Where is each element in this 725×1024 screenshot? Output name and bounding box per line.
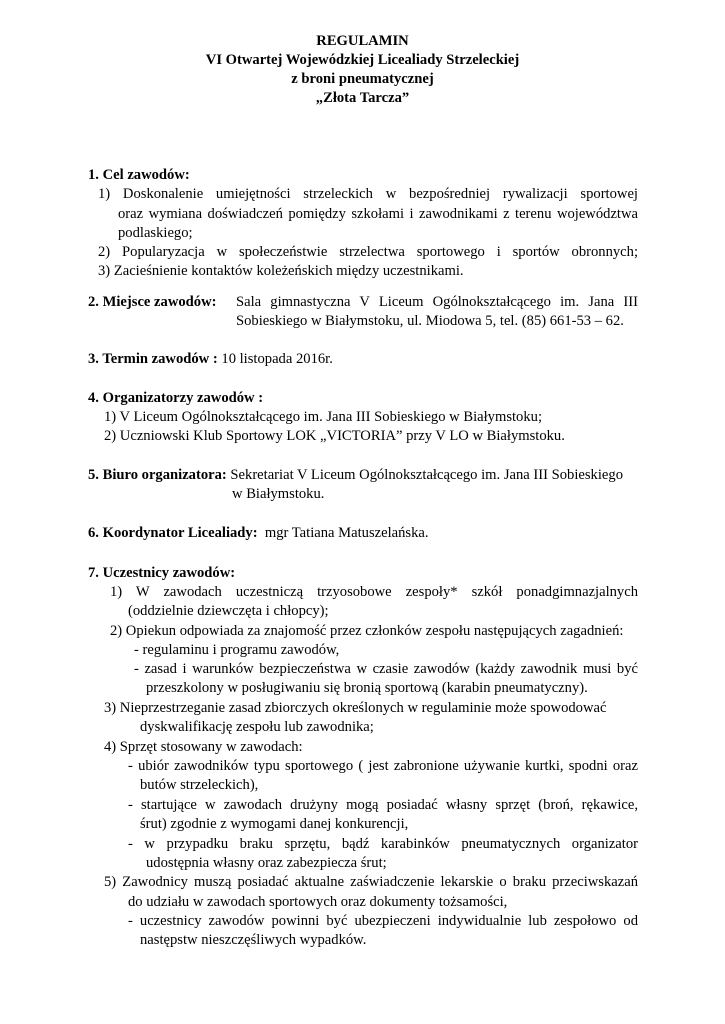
- section-2-heading: 2. Miejsce zawodów:: [88, 294, 217, 310]
- section-1-item-1-cont: oraz wymiana doświadczeń pomiędzy szkołami i zawodnikami z terenu województwa: [118, 206, 638, 222]
- section-5-text-cont: w Białymstoku.: [232, 486, 325, 502]
- section-4-item-2: 2) Uczniowski Klub Sportowy LOK „VICTORIA” przy V LO w Białymstoku.: [104, 428, 565, 444]
- section-7-line: 5) Zawodnicy muszą posiadać aktualne zaświadczenie lekarskie o braku przeciwskazań: [104, 874, 638, 890]
- section-7-line: następstw nieszczęśliwych wypadków.: [140, 932, 367, 948]
- section-7-line: dyskwalifikację zespołu lub zawodnika;: [140, 719, 374, 735]
- section-7-line: (oddzielnie dziewczęta i chłopcy);: [128, 603, 329, 619]
- section-7-line: do udziału w zawodach sportowych oraz dokumenty tożsamości,: [128, 894, 508, 910]
- section-2-text-cont: Sobieskiego w Białymstoku, ul. Miodowa 5, tel. (85) 661-53 – 62.: [236, 313, 624, 329]
- section-7-line: - uczestnicy zawodów powinni być ubezpieczeni indywidualnie lub zespołowo od: [128, 913, 638, 929]
- section-7-line: - w przypadku braku sprzętu, bądź karabinków pneumatycznych organizator: [128, 836, 638, 852]
- doc-subtitle-1: VI Otwartej Wojewódzkiej Licealiady Strzeleckiej: [205, 52, 520, 68]
- section-7-line: - regulaminu i programu zawodów,: [134, 642, 340, 658]
- section-3: 3. Termin zawodów : 10 listopada 2016r.: [88, 351, 333, 367]
- section-7-line: śrut) zgodnie z wymogami danej konkurencji,: [140, 816, 409, 832]
- section-5: 5. Biuro organizatora: Sekretariat V Liceum Ogólnokształcącego im. Jana III Sobieskiego: [88, 467, 623, 483]
- section-7-line: 4) Sprzęt stosowany w zawodach:: [104, 739, 303, 755]
- section-7-line: - ubiór zawodników typu sportowego ( jest zabronione używanie kurtki, spodni oraz: [128, 758, 638, 774]
- section-7-line: 3) Nieprzestrzeganie zasad zbiorczych określonych w regulaminie może spowodować: [104, 700, 607, 716]
- section-1-item-3: 3) Zacieśnienie kontaktów koleżeńskich między uczestnikami.: [98, 263, 464, 279]
- section-4-heading: 4. Organizatorzy zawodów :: [88, 390, 264, 406]
- section-7-line: - startujące w zawodach drużyny mogą posiadać własny sprzęt (broń, rękawice,: [128, 797, 638, 813]
- doc-title: REGULAMIN: [316, 33, 409, 49]
- section-1-item-1: 1) Doskonalenie umiejętności strzeleckich w bezpośredniej rywalizacji sportowej: [98, 186, 638, 202]
- section-2-text: Sala gimnastyczna V Liceum Ogólnokształcącego im. Jana III: [236, 294, 638, 310]
- section-6: 6. Koordynator Licealiady: mgr Tatiana Matuszelańska.: [88, 525, 429, 541]
- doc-subtitle-2: z broni pneumatycznej: [291, 71, 434, 87]
- section-7-line: 2) Opiekun odpowiada za znajomość przez członków zespołu następujących zagadnień:: [110, 623, 624, 639]
- section-7-line: 1) W zawodach uczestniczą trzyosobowe zespoły* szkół ponadgimnazjalnych: [110, 584, 638, 600]
- section-7-line: przeszkolony w posługiwaniu się bronią sportową (karabin pneumatyczny).: [146, 680, 588, 696]
- doc-subtitle-3: „Złota Tarcza”: [315, 90, 410, 106]
- section-1-item-2: 2) Popularyzacja w społeczeństwie strzelectwa sportowego i sportów obronnych;: [98, 244, 638, 260]
- section-7-line: - zasad i warunków bezpieczeństwa w czasie zawodów (każdy zawodnik musi być: [134, 661, 638, 677]
- section-7-heading: 7. Uczestnicy zawodów:: [88, 565, 236, 581]
- section-7-line: butów strzeleckich),: [140, 777, 259, 793]
- section-1-heading: 1. Cel zawodów:: [88, 167, 190, 183]
- section-4-item-1: 1) V Liceum Ogólnokształcącego im. Jana III Sobieskiego w Białymstoku;: [104, 409, 542, 425]
- section-1-item-1-cont: podlaskiego;: [118, 225, 193, 241]
- section-7-line: udostępnia własny oraz zabezpiecza śrut;: [146, 855, 387, 871]
